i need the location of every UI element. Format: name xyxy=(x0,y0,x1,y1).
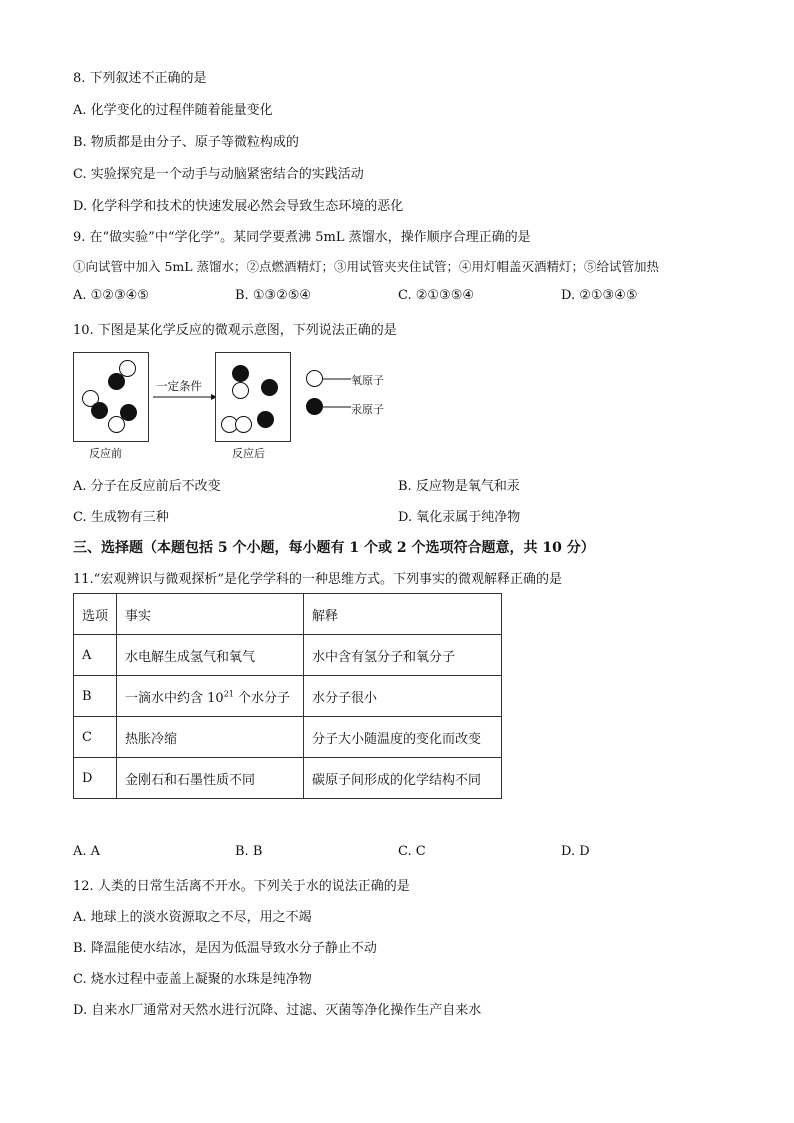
after-box xyxy=(215,352,291,442)
q12-option-b: B. 降温能使水结冰，是因为低温导致水分子静止不动 xyxy=(73,941,377,956)
table-row xyxy=(74,758,502,799)
table-cell: 水中含有氢分子和氧分子 xyxy=(304,635,502,676)
table-cell: 水分子很小 xyxy=(304,676,502,717)
legend-mercury-icon xyxy=(306,398,323,415)
mercury-atom xyxy=(91,402,108,419)
before-label: 反应前 xyxy=(89,447,122,460)
legend-line xyxy=(323,378,351,382)
table-row xyxy=(74,676,502,717)
reaction-diagram xyxy=(73,350,413,462)
exponent: 21 xyxy=(223,689,234,699)
q10-stem: 10. 下图是某化学反应的微观示意图，下列说法正确的是 xyxy=(73,323,397,338)
table-cell: D xyxy=(74,758,117,799)
q11-option-a: A. A xyxy=(73,844,101,859)
q8-stem: 8. 下列叙述不正确的是 xyxy=(73,71,207,86)
table-cell: 金刚石和石墨性质不同 xyxy=(117,758,304,799)
table-cell: 碳原子间形成的化学结构不同 xyxy=(304,758,502,799)
table-row xyxy=(74,717,502,758)
q9-option-d: D. ②①③④⑤ xyxy=(561,288,638,303)
q9-option-b: B. ①③②⑤④ xyxy=(235,288,312,303)
before-box xyxy=(73,352,149,442)
legend-mercury-label: 汞原子 xyxy=(351,403,384,416)
arrow-icon xyxy=(151,392,219,402)
q11-stem: 11.“宏观辨识与微观探析”是化学学科的一种思维方式。下列事实的微观解释正确的是 xyxy=(73,572,562,587)
header-cell: 事实 xyxy=(117,594,304,635)
q12-option-d: D. 自来水厂通常对天然水进行沉降、过滤、灭菌等净化操作生产自来水 xyxy=(73,1003,482,1018)
q11-table xyxy=(73,593,502,799)
mercury-atom xyxy=(232,365,249,382)
q10-option-d: D. 氧化汞属于纯净物 xyxy=(398,510,521,525)
oxygen-atom xyxy=(108,416,125,433)
mercury-atom xyxy=(108,373,125,390)
table-cell: A xyxy=(74,635,117,676)
table-row xyxy=(74,635,502,676)
fact-text: 一滴水中约含 10 xyxy=(125,690,224,706)
table-cell: C xyxy=(74,717,117,758)
table-cell xyxy=(117,676,304,717)
oxygen-atom xyxy=(232,382,249,399)
section-title: 三、选择题（本题包括 5 个小题，每小题有 1 个或 2 个选项符合题意，共 10 分） xyxy=(73,540,595,556)
q12-option-c: C. 烧水过程中壶盖上凝聚的水珠是纯净物 xyxy=(73,972,312,987)
legend-oxygen-icon xyxy=(306,370,323,387)
table-cell: 热胀冷缩 xyxy=(117,717,304,758)
mercury-atom xyxy=(261,379,278,396)
q8-option-a: A. 化学变化的过程伴随着能量变化 xyxy=(73,103,273,118)
q8-option-d: D. 化学科学和技术的快速发展必然会导致生态环境的恶化 xyxy=(73,199,404,214)
q11-option-d: D. D xyxy=(561,844,590,859)
q9-option-a: A. ①②③④⑤ xyxy=(73,288,149,303)
q9-steps: ①向试管中加入 5mL 蒸馏水；②点燃酒精灯；③用试管夹夹住试管；④用灯帽盖灭酒精灯；⑤给试管加热 xyxy=(73,259,660,274)
fact-text: 个水分子 xyxy=(233,690,291,706)
q10-option-c: C. 生成物有三种 xyxy=(73,510,169,525)
q8-option-c: C. 实验探究是一个动手与动脑紧密结合的实践活动 xyxy=(73,167,364,182)
table-cell: B xyxy=(74,676,117,717)
q9-stem: 9. 在“做实验”中“学化学”。某同学要煮沸 5mL 蒸馏水，操作顺序合理正确的是 xyxy=(73,230,531,245)
q10-option-a: A. 分子在反应前后不改变 xyxy=(73,479,221,494)
header-cell: 解释 xyxy=(304,594,502,635)
q11-option-c: C. C xyxy=(398,844,426,859)
legend-oxygen-label: 氧原子 xyxy=(351,374,384,387)
q9-option-c: C. ②①③⑤④ xyxy=(398,288,475,303)
legend-line xyxy=(323,406,351,410)
header-cell: 选项 xyxy=(74,594,117,635)
q12-option-a: A. 地球上的淡水资源取之不尽，用之不竭 xyxy=(73,910,312,925)
oxygen-atom xyxy=(235,416,252,433)
q8-option-b: B. 物质都是由分子、原子等微粒构成的 xyxy=(73,135,299,150)
mercury-atom xyxy=(257,411,274,428)
q11-option-b: B. B xyxy=(235,844,263,859)
arrow-label: 一定条件 xyxy=(156,379,202,393)
after-label: 反应后 xyxy=(232,447,265,460)
table-header-row xyxy=(74,594,502,635)
q12-stem: 12. 人类的日常生活离不开水。下列关于水的说法正确的是 xyxy=(73,879,410,894)
table-cell: 水电解生成氢气和氧气 xyxy=(117,635,304,676)
q10-option-b: B. 反应物是氧气和汞 xyxy=(398,479,520,494)
table-cell: 分子大小随温度的变化而改变 xyxy=(304,717,502,758)
